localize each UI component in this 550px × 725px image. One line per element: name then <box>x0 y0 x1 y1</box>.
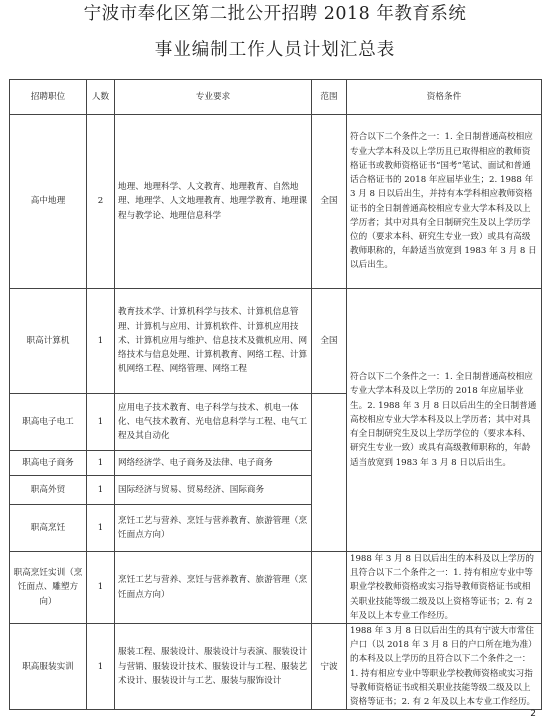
cell-major: 教育技术学、计算机科学与技术、计算机信息管理、计算机与应用、计算机软件、计算机应用技术、计算机应用与维护、信息技术及微机应用、网络技术与信息处理、计算机教育、网络工程、计算机网络工程、网络管理、网络工程 <box>115 289 312 394</box>
cell-count: 1 <box>87 289 115 394</box>
cell-scope-shared <box>312 394 347 552</box>
table-row <box>10 552 542 624</box>
header-qualification: 资格条件 <box>347 80 542 115</box>
table-row <box>10 115 542 289</box>
cell-count: 1 <box>87 476 115 505</box>
page-title: 宁波市奉化区第二批公开招聘 2018 年教育系统 <box>83 4 467 24</box>
cell-scope <box>312 552 347 624</box>
cell-scope: 宁波 <box>312 624 347 710</box>
header-count: 人数 <box>87 80 115 115</box>
cell-count: 1 <box>87 394 115 451</box>
cell-qualification: 符合以下二个条件之一：1. 全日制普通高校相应专业大学本科及以上学历且已取得相应的教师资格证书或教师资格证书“国考”笔试、面试和普通话合格证书的 2018 年应届毕业生；2. 1988 年 3 月 8 日以后出生，并持有本学科相应教师资格证书的全日制普通高校相应专业大学本科及以上学历者；其中对具有全日制研究生及以上学历学位的（要求本科、研究生专业一致）或具有高级教师职称的，年龄适当放宽到 1983 年 3 月 8 日以后出生。 <box>347 115 542 289</box>
cell-major: 应用电子技术教育、电子科学与技术、机电一体化、电气技术教育、光电信息科学与工程、电气工程及其自动化 <box>115 394 312 451</box>
cell-count: 1 <box>87 505 115 552</box>
cell-major: 烹饪工艺与营养、烹饪与营养教育、旅游管理（烹饪面点方向） <box>115 505 312 552</box>
cell-qualification-shared: 符合以下二个条件之一：1. 全日制普通高校相应专业大学本科及以上学历的 2018 年应届毕业生。2. 1988 年 3 月 8 日以后出生的全日制普通高校相应专业大学本科及以上学历者；其中对具有全日制研究生及以上学历学位的（要求本科、研究生专业一致）或具有高级教师职称的，年龄适当放宽到 1983 年 3 月 8 日以后出生。 <box>347 289 542 552</box>
cell-scope: 全国 <box>312 289 347 394</box>
page-subtitle: 事业编制工作人员计划汇总表 <box>154 40 396 60</box>
cell-count: 1 <box>87 624 115 710</box>
header-position: 招聘职位 <box>10 80 87 115</box>
cell-position: 高中地理 <box>10 115 87 289</box>
page-number: 2 <box>530 709 536 719</box>
table-row <box>10 289 542 394</box>
cell-major: 地理、地理科学、人文教育、地理教育、自然地理、地理学、人文地理教育、地理学教育、地理课程与教学论、地理信息科学 <box>115 115 312 289</box>
cell-count: 1 <box>87 451 115 476</box>
cell-position: 职高服装实训 <box>10 624 87 710</box>
cell-major: 烹饪工艺与营养、烹饪与营养教育、旅游管理（烹饪面点方向） <box>115 552 312 624</box>
cell-major: 网络经济学、电子商务及法律、电子商务 <box>115 451 312 476</box>
table-header-row <box>10 80 542 115</box>
cell-count: 2 <box>87 115 115 289</box>
cell-position: 职高电子电工 <box>10 394 87 451</box>
recruitment-plan-table <box>9 79 542 710</box>
table-row <box>10 624 542 710</box>
cell-major: 服装工程、服装设计、服装设计与表演、服装设计与营销、服装设计技术、服装设计与工程、服装艺术设计、服装设计与工艺、服装与服饰设计 <box>115 624 312 710</box>
cell-scope: 全国 <box>312 115 347 289</box>
cell-count: 1 <box>87 552 115 624</box>
header-scope: 范围 <box>312 80 347 115</box>
cell-position: 职高计算机 <box>10 289 87 394</box>
cell-position: 职高烹饪实训（烹饪面点、雕塑方向） <box>10 552 87 624</box>
cell-position: 职高电子商务 <box>10 451 87 476</box>
cell-position: 职高烹饪 <box>10 505 87 552</box>
header-major: 专业要求 <box>115 80 312 115</box>
cell-qualification: 1988 年 3 月 8 日以后出生的具有宁波大市常住户口（以 2018 年 3 月 8 日的户口所在地为准）的本科及以上学历的且符合以下二个条件之一：1. 持有相应专业中等职业学校教师资格或实习指导教师资格证书或相关职业技能等级二级及以上资格等证书；2. 有 2 年及以上本专业工作经历。 <box>347 624 542 710</box>
cell-position: 职高外贸 <box>10 476 87 505</box>
cell-major: 国际经济与贸易、贸易经济、国际商务 <box>115 476 312 505</box>
cell-qualification: 1988 年 3 月 8 日以后出生的本科及以上学历的且符合以下二个条件之一：1. 持有相应专业中等职业学校教师资格或实习指导教师资格证书或相关职业技能等级二级及以上资格等证书；2. 有 2 年及以上本专业工作经历。 <box>347 552 542 624</box>
